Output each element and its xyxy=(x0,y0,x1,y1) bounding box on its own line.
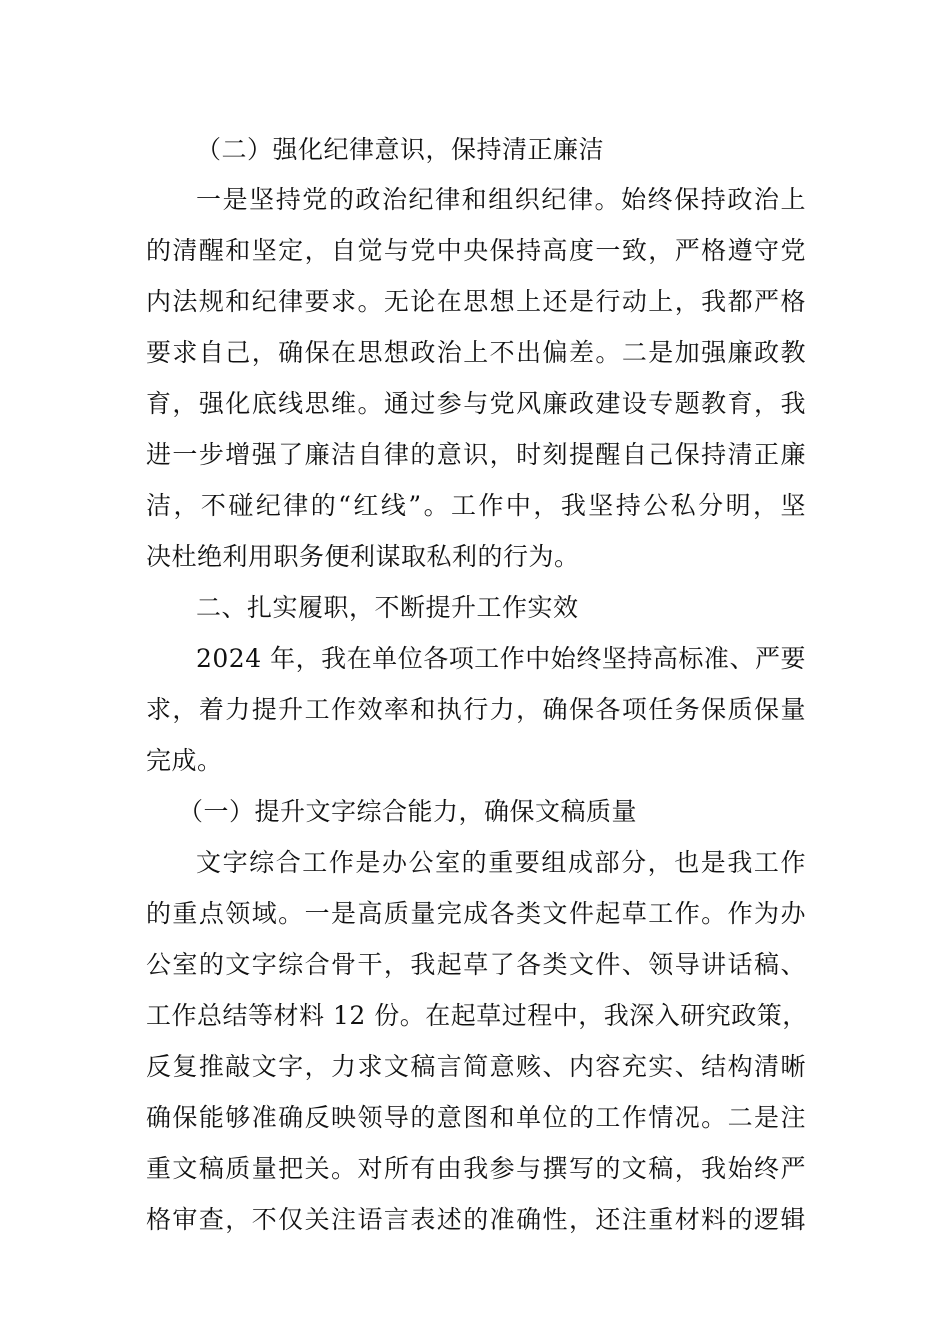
paragraph-line: 的清醒和坚定，自觉与党中央保持高度一致，严格遵守党 xyxy=(146,236,806,265)
paragraph-line: 重文稿质量把关。对所有由我参与撰写的文稿，我始终严 xyxy=(146,1154,806,1183)
paragraph-line: 进一步增强了廉洁自律的意识，时刻提醒自己保持清正廉 xyxy=(146,440,806,469)
paragraph-line: 格审查，不仅关注语言表述的准确性，还注重材料的逻辑 xyxy=(146,1205,806,1234)
paragraph-line: 内法规和纪律要求。无论在思想上还是行动上，我都严格 xyxy=(146,287,806,316)
paragraph-line: 完成。 xyxy=(146,746,223,775)
paragraph-line: 工作总结等材料 12 份。在起草过程中，我深入研究政策， xyxy=(146,1001,808,1030)
paragraph-line: 育，强化底线思维。通过参与党风廉政建设专题教育，我 xyxy=(146,389,806,418)
paragraph-line: 确保能够准确反映领导的意图和单位的工作情况。二是注 xyxy=(146,1103,806,1132)
paragraph-line: 洁，不碰纪律的“红线”。工作中，我坚持公私分明，坚 xyxy=(146,491,806,520)
paragraph-line: 公室的文字综合骨干，我起草了各类文件、领导讲话稿、 xyxy=(146,950,806,979)
paragraph-line: 决杜绝利用职务便利谋取私利的行为。 xyxy=(146,542,580,571)
paragraph-line: 文字综合工作是办公室的重要组成部分，也是我工作 xyxy=(196,848,806,877)
paragraph-line: 反复推敲文字，力求文稿言简意赅、内容充实、结构清晰 xyxy=(146,1052,806,1081)
paragraph-line: 2024 年，我在单位各项工作中始终坚持高标准、严要 xyxy=(196,644,806,673)
paragraph-line: 要求自己，确保在思想政治上不出偏差。二是加强廉政教 xyxy=(146,338,806,367)
paragraph-line: 的重点领域。一是高质量完成各类文件起草工作。作为办 xyxy=(146,899,806,928)
paragraph-line: 一是坚持党的政治纪律和组织纪律。始终保持政治上 xyxy=(196,185,806,214)
section-heading-performance: 二、扎实履职，不断提升工作实效 xyxy=(196,593,579,622)
paragraph-line: 求，着力提升工作效率和执行力，确保各项任务保质保量 xyxy=(146,695,806,724)
section-heading-discipline: （二）强化纪律意识，保持清正廉洁 xyxy=(196,135,605,164)
section-heading-writing: （一）提升文字综合能力，确保文稿质量 xyxy=(178,797,638,826)
